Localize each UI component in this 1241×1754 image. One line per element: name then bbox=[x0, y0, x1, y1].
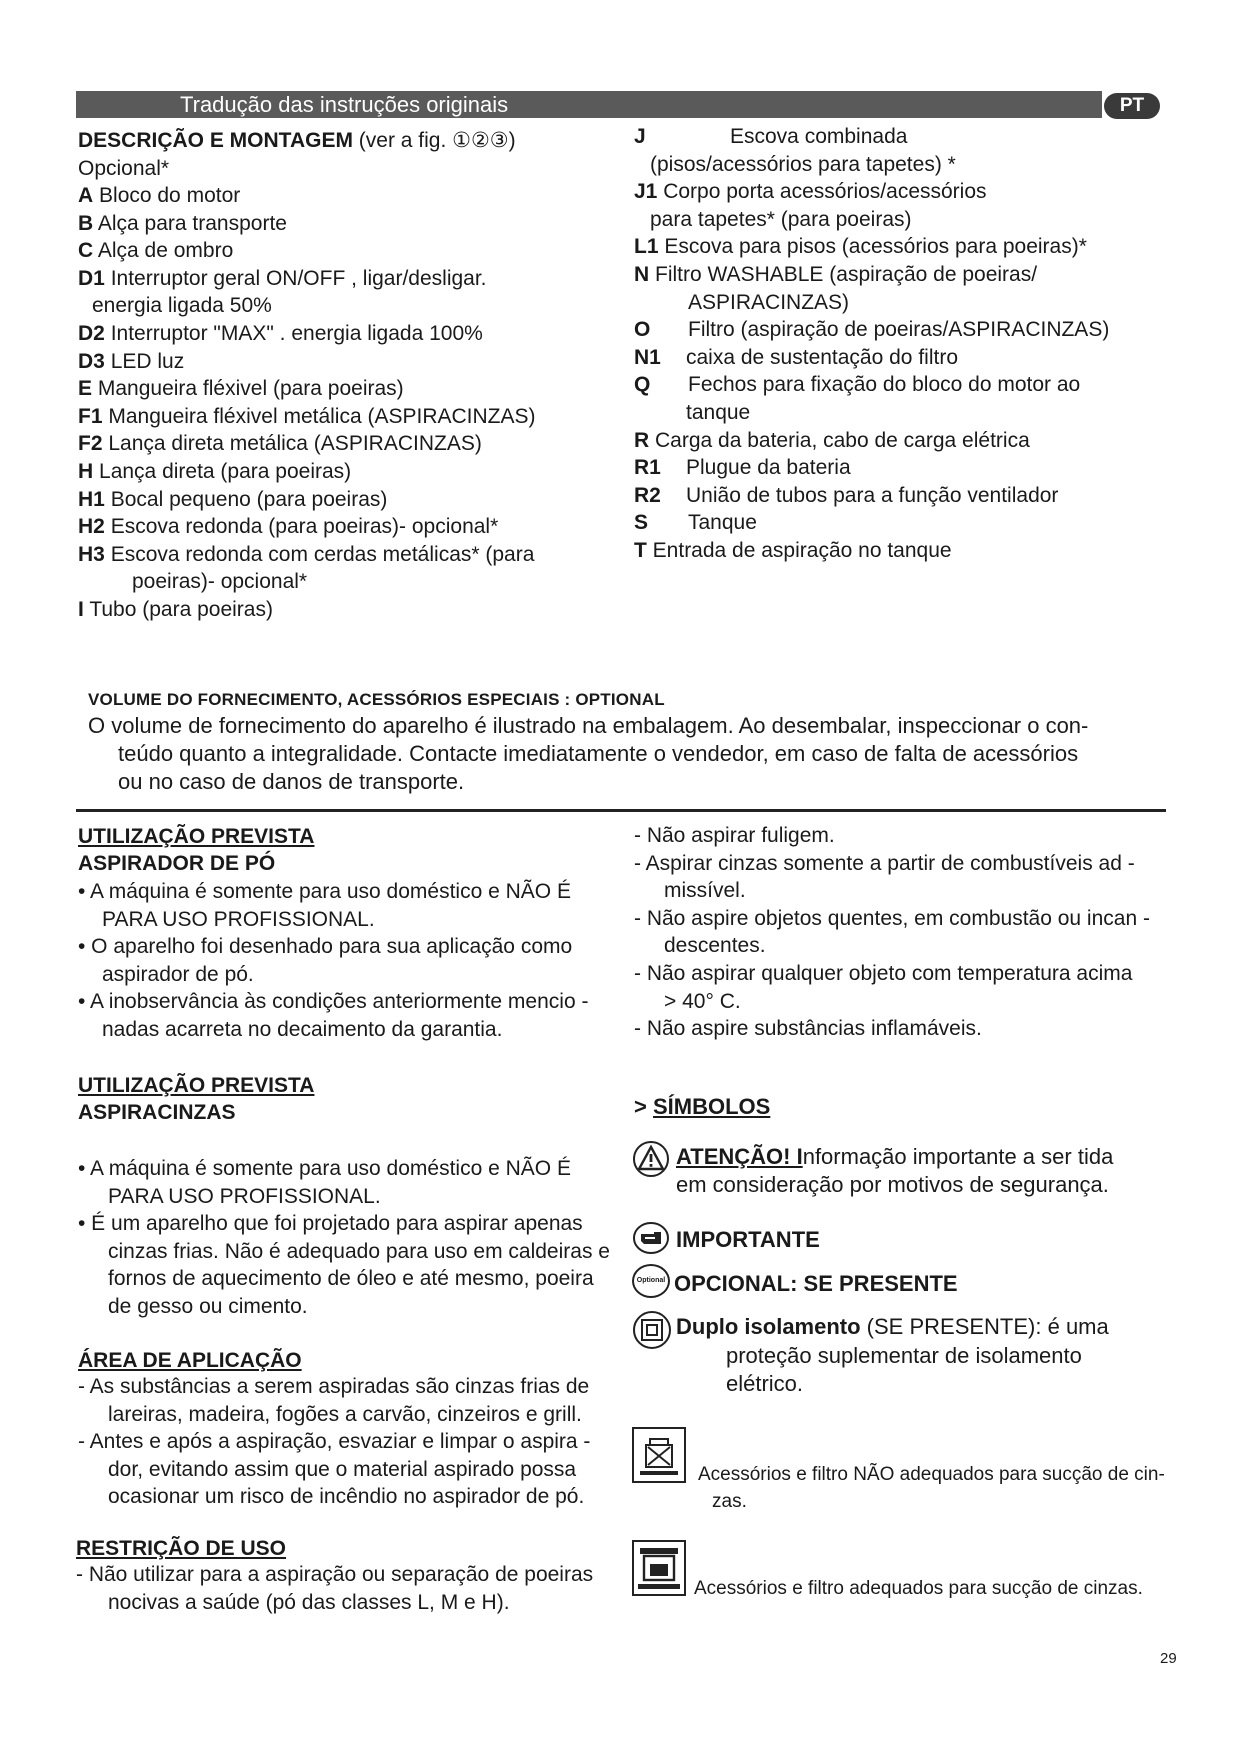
paragraph-line: PARA USO PROFISSIONAL. bbox=[102, 907, 375, 931]
list-item: H2 Escova redonda (para poeiras)- opcional* bbox=[78, 515, 499, 539]
opcional-label: OPCIONAL: SE PRESENTE bbox=[674, 1271, 958, 1296]
paragraph-line: - Não aspirar fuligem. bbox=[634, 824, 835, 847]
atencao-label: ATENÇÃO! I bbox=[676, 1144, 803, 1169]
section-divider bbox=[76, 809, 1166, 812]
paragraph-line: • O aparelho foi desenhado para sua aplicação como bbox=[78, 935, 573, 959]
list-item: (pisos/acessórios para tapetes) * bbox=[650, 152, 956, 176]
simbolos-prefix: > bbox=[634, 1094, 647, 1119]
descricao-fig-ref: (ver a fig. ①②③) bbox=[358, 129, 516, 152]
simbolos-heading bbox=[634, 1093, 770, 1120]
list-item: H Lança direta (para poeiras) bbox=[78, 459, 352, 483]
restricao-title: RESTRIÇÃO DE USO bbox=[76, 1537, 287, 1560]
descricao-title: DESCRIÇÃO E MONTAGEM bbox=[78, 129, 353, 152]
suitable-ash-icon bbox=[632, 1540, 686, 1596]
pointing-hand-icon bbox=[632, 1221, 670, 1260]
list-item: S Tanque bbox=[634, 511, 757, 535]
list-item: F1 Mangueira fléxivel metálica (ASPIRACINZAS) bbox=[78, 404, 536, 428]
list-item: O Filtro (aspiração de poeiras/ASPIRACINZAS) bbox=[634, 318, 1110, 342]
importante-label: IMPORTANTE bbox=[676, 1227, 820, 1252]
atencao-text: nformação importante a ser tida bbox=[802, 1144, 1114, 1169]
paragraph-line: lareiras, madeira, fogões a carvão, cinzeiros e grill. bbox=[108, 1402, 582, 1426]
language-badge: PT bbox=[1104, 93, 1160, 119]
duplo-line-3: elétrico. bbox=[726, 1371, 804, 1396]
descricao-left-list bbox=[78, 182, 536, 624]
uso-cinzas-subtitle: ASPIRACINZAS bbox=[78, 1101, 236, 1124]
list-item: N Filtro WASHABLE (aspiração de poeiras/ bbox=[634, 262, 1038, 286]
warning-icon bbox=[632, 1140, 670, 1183]
header-bar bbox=[76, 91, 1102, 118]
list-item: I Tubo (para poeiras) bbox=[78, 597, 273, 621]
list-item: energia ligada 50% bbox=[92, 294, 272, 318]
uso-cinzas-title: UTILIZAÇÃO PREVISTA bbox=[78, 1074, 315, 1097]
list-item: D2 Interruptor "MAX" . energia ligada 100% bbox=[78, 321, 483, 345]
paragraph-line: nocivas a saúde (pó das classes L, M e H). bbox=[108, 1590, 510, 1614]
list-item: R2 União de tubos para a função ventilador bbox=[634, 483, 1059, 507]
page-number: 29 bbox=[1160, 1650, 1177, 1667]
list-item: para tapetes* (para poeiras) bbox=[650, 207, 912, 231]
list-item: L1 Escova para pisos (acessórios para poeiras)* bbox=[634, 235, 1087, 259]
optional-icon-text: Optional bbox=[632, 1264, 670, 1298]
area-title: ÁREA DE APLICAÇÃO bbox=[78, 1349, 302, 1372]
paragraph-line: dor, evitando assim que o material aspirado possa bbox=[108, 1457, 577, 1481]
paragraph-line: > 40° C. bbox=[664, 989, 741, 1013]
list-item: H1 Bocal pequeno (para poeiras) bbox=[78, 487, 388, 511]
not-suitable-line: zas. bbox=[712, 1491, 747, 1512]
paragraph-line: - Não aspire objetos quentes, em combustão ou incan - bbox=[634, 906, 1150, 930]
atencao-line bbox=[676, 1143, 1113, 1171]
list-item: F2 Lança direta metálica (ASPIRACINZAS) bbox=[78, 432, 482, 456]
restricao-text bbox=[76, 1561, 593, 1616]
duplo-label: Duplo isolamento bbox=[676, 1314, 861, 1339]
list-item: E Mangueira fléxivel (para poeiras) bbox=[78, 377, 404, 401]
list-item: tanque bbox=[686, 400, 751, 424]
uso-po-text bbox=[78, 878, 588, 1044]
paragraph-line: • É um aparelho que foi projetado para aspirar apenas bbox=[78, 1212, 583, 1236]
paragraph-line: descentes. bbox=[664, 934, 766, 958]
paragraph-line: fornos de aquecimento de óleo e até mesmo, poeira bbox=[108, 1267, 594, 1291]
suitable-text: Acessórios e filtro adequados para sucção de cinzas. bbox=[694, 1578, 1143, 1599]
list-item: N1 caixa de sustentação do filtro bbox=[634, 345, 958, 369]
list-item: ASPIRACINZAS) bbox=[688, 290, 850, 314]
list-item: R Carga da bateria, cabo de carga elétrica bbox=[634, 428, 1030, 452]
paragraph-line: • A inobservância às condições anteriormente mencio - bbox=[78, 990, 589, 1014]
uso-po-subtitle: ASPIRADOR DE PÓ bbox=[78, 852, 276, 875]
not-suitable-ash-icon bbox=[632, 1427, 686, 1483]
list-item: D1 Interruptor geral ON/OFF , ligar/desligar. bbox=[78, 266, 487, 290]
volume-line: teúdo quanto a integralidade. Contacte imediatamente o vendedor, em caso de falta de acessórios bbox=[118, 741, 1079, 766]
restricoes-right-text bbox=[634, 822, 1150, 1043]
paragraph-line: PARA USO PROFISSIONAL. bbox=[108, 1184, 381, 1208]
header-title: Tradução das instruções originais bbox=[180, 92, 509, 117]
list-item: D3 LED luz bbox=[78, 349, 185, 373]
volume-line: O volume de fornecimento do aparelho é ilustrado na embalagem. Ao desembalar, inspeccionar o con- bbox=[88, 713, 1089, 738]
paragraph-line: nadas acarreta no decaimento da garantia. bbox=[102, 1017, 503, 1041]
simbolos-title: SÍMBOLOS bbox=[652, 1094, 771, 1119]
not-suitable-text bbox=[698, 1461, 1165, 1515]
volume-title: VOLUME DO FORNECIMENTO, ACESSÓRIOS ESPECIAIS : OPTIONAL bbox=[88, 690, 665, 709]
paragraph-line: - As substâncias a serem aspiradas são cinzas frias de bbox=[78, 1375, 590, 1398]
optional-icon bbox=[632, 1264, 670, 1298]
descricao-title-line bbox=[78, 127, 516, 155]
double-insulation-icon bbox=[632, 1310, 672, 1355]
paragraph-line: • A máquina é somente para uso doméstico e NÃO É bbox=[78, 880, 571, 903]
volume-line: ou no caso de danos de transporte. bbox=[118, 769, 465, 794]
not-suitable-line: Acessórios e filtro NÃO adequados para sucção de cin- bbox=[698, 1464, 1165, 1485]
duplo-line bbox=[676, 1313, 1109, 1341]
area-text bbox=[78, 1373, 590, 1511]
paragraph-line: • A máquina é somente para uso doméstico e NÃO É bbox=[78, 1157, 571, 1180]
list-item: H3 Escova redonda com cerdas metálicas* (para bbox=[78, 542, 535, 566]
paragraph-line: - Aspirar cinzas somente a partir de combustíveis ad - bbox=[634, 851, 1135, 875]
list-item: C Alça de ombro bbox=[78, 239, 234, 263]
list-item: J1 Corpo porta acessórios/acessórios bbox=[634, 180, 987, 204]
paragraph-line: cinzas frias. Não é adequado para uso em caldeiras e bbox=[108, 1239, 610, 1263]
list-item: J Escova combinada bbox=[634, 125, 908, 148]
list-item: T Entrada de aspiração no tanque bbox=[634, 538, 952, 562]
paragraph-line: ocasionar um risco de incêndio no aspirador de pó. bbox=[108, 1485, 585, 1509]
list-item: R1 Plugue da bateria bbox=[634, 456, 851, 480]
list-item: A Bloco do motor bbox=[78, 184, 241, 207]
paragraph-line: - Não aspirar qualquer objeto com temperatura acima bbox=[634, 961, 1133, 985]
paragraph-line: missível. bbox=[664, 879, 746, 903]
duplo-text: (SE PRESENTE): é uma bbox=[860, 1314, 1109, 1339]
paragraph-line: - Não utilizar para a aspiração ou separação de poeiras bbox=[76, 1563, 594, 1586]
descricao-optional: Opcional* bbox=[78, 157, 170, 180]
list-item: Q Fechos para fixação do bloco do motor ao bbox=[634, 373, 1081, 397]
list-item: poeiras)- opcional* bbox=[132, 570, 308, 594]
atencao-line-2: em consideração por motivos de segurança. bbox=[676, 1172, 1109, 1197]
paragraph-line: aspirador de pó. bbox=[102, 962, 254, 986]
uso-cinzas-text bbox=[78, 1155, 610, 1321]
paragraph-line: de gesso ou cimento. bbox=[108, 1294, 308, 1318]
descricao-right-list bbox=[634, 123, 1109, 565]
duplo-line-2: proteção suplementar de isolamento bbox=[726, 1343, 1082, 1368]
uso-po-title: UTILIZAÇÃO PREVISTA bbox=[78, 825, 315, 848]
list-item: B Alça para transporte bbox=[78, 211, 287, 235]
paragraph-line: - Não aspire substâncias inflamáveis. bbox=[634, 1017, 982, 1041]
paragraph-line: - Antes e após a aspiração, esvaziar e limpar o aspira - bbox=[78, 1430, 591, 1454]
